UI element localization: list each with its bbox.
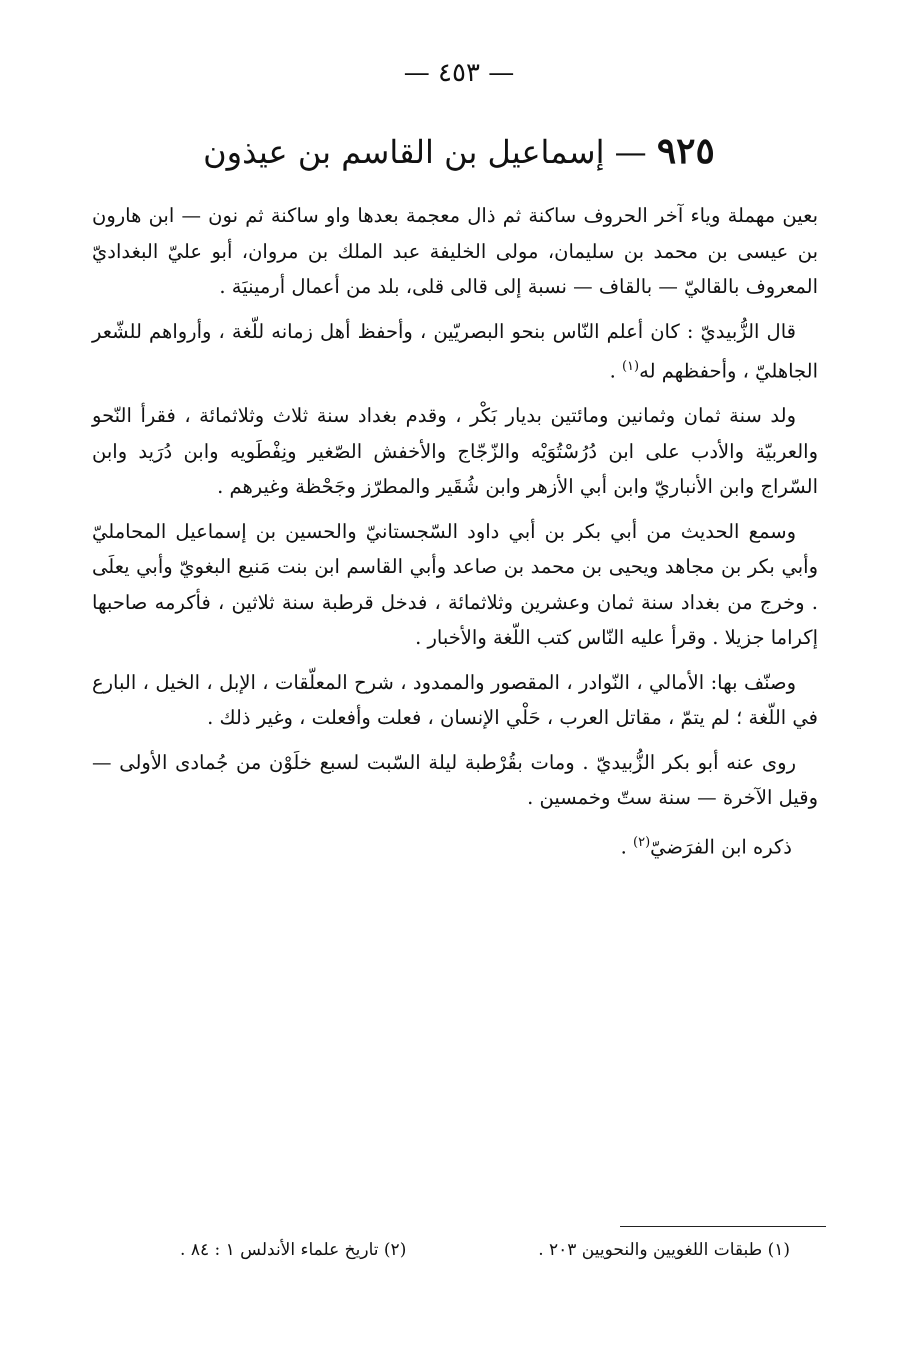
footnote-1: (١) طبقات اللغويين والنحويين ٢٠٣ . xyxy=(538,1240,790,1260)
entry-name: إسماعيل بن القاسم بن عيذون xyxy=(203,133,605,171)
paragraph-birth-studies: ولد سنة ثمان وثمانين ومائتين بديار بَكْر ، وقدم بغداد سنة ثلاث وثلاثمائة ، فقرأ النّحو والعربيّة والأدب على ابن دُرُسْتُوَيْه والزّجّاج والأخفش الصّغير ونِفْطَويه وابن دُرَيد وابن السّراج وابن الأنباريّ وابن أبي الأزهر وابن شُقَير والمطرّز وجَحْظة وغيرهم . xyxy=(92,404,818,498)
footnote-marker-1: (١) xyxy=(621,359,640,374)
sentence-end: . xyxy=(609,359,622,383)
entry-body xyxy=(92,198,818,874)
paragraph-text: قال الزُّبيديّ : كان أعلم النّاس بنحو البصريّين ، وأحفظ أهل زمانه للّغة ، وأرواهم للشّعر الجاهليّ ، وأحفظهم له xyxy=(92,319,818,383)
paragraph-death: روى عنه أبو بكر الزُّبيديّ . ومات بقُرْطبة ليلة السّبت لسبع خلَوْن من جُمادى الأولى — وقيل الآخرة — سنة ستّ وخمسين . xyxy=(92,750,818,809)
paragraph-hadith-travel: وسمع الحديث من أبي بكر بن أبي داود السّجستانيّ والحسين بن إسماعيل المحامليّ وأبي بكر بن مجاهد ويحيى بن محمد بن صاعد وأبي القاسم ابن بنت مَنيع البغويّ وأبي يعلَى . وخرج من بغداد سنة ثمان وعشرين وثلاثمائة ، فدخل قرطبة سنة ثلاثين ، فأكرمه صاحبها إكراما جزيلا . وقرأ عليه النّاس كتب اللّغة والأخبار . xyxy=(92,519,818,649)
paragraph-source xyxy=(92,825,818,865)
footnote-divider xyxy=(620,1226,826,1227)
paragraph-works: وصنّف بها: الأمالي ، النّوادر ، المقصور والممدود ، شرح المعلّقات ، الإبل ، الخيل ، البارع في اللّغة ؛ لم يتمّ ، مقاتل العرب ، حَلْي الإنسان ، فعلت وأفعلت ، وغير ذلك . xyxy=(92,670,818,729)
page-number: — ٤٥٣ — xyxy=(403,58,515,88)
signoff-text: ذكره ابن الفرَضيّ xyxy=(650,835,792,858)
paragraph-zubaydi-quote xyxy=(92,314,818,390)
footnotes xyxy=(180,1240,790,1260)
sentence-end: . xyxy=(620,835,634,858)
entry-heading xyxy=(0,130,918,172)
entry-number: ٩٢٥ xyxy=(656,130,715,172)
paragraph-lineage: بعين مهملة وياء آخر الحروف ساكنة ثم ذال معجمة بعدها واو ساكنة ثم نون — ابن هارون بن عيسى بن محمد بن سليمان، مولى الخليفة عبد الملك بن مروان، أبو عليّ البغداديّ المعروف بالقاليّ — بالقاف — نسبة إلى قالى قلى، بلد من أعمال أرمينيَة . xyxy=(92,204,818,298)
entry-dash: — xyxy=(614,133,647,171)
footnote-2: (٢) تاريخ علماء الأندلس ١ : ٨٤ . xyxy=(180,1240,407,1260)
footnote-marker-2: (٢) xyxy=(633,834,651,850)
